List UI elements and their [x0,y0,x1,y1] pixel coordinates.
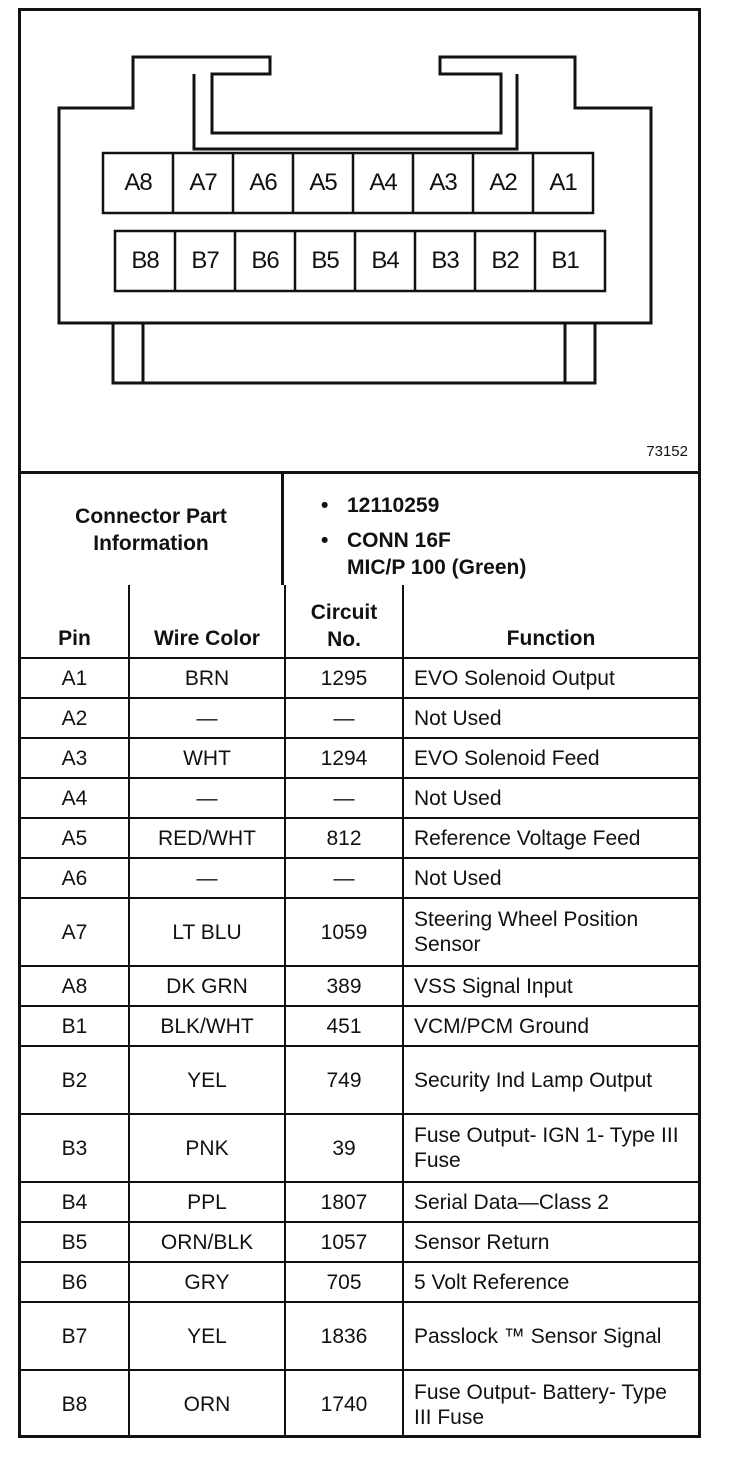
circuit-cell: — [285,698,403,738]
pin-label-a5: A5 [309,169,337,196]
wire-color-cell: — [129,858,285,898]
pin-label-b3: B3 [431,247,459,274]
function-cell: Security Ind Lamp Output [403,1046,698,1114]
pin-cell: A1 [21,658,129,698]
wire-color-cell: BLK/WHT [129,1006,285,1046]
function-cell: EVO Solenoid Output [403,658,698,698]
wire-color-cell: — [129,778,285,818]
circuit-cell: 1059 [285,898,403,966]
circuit-cell: 1294 [285,738,403,778]
connector-sheet [18,8,701,1438]
part-info-label-text: Connector Part Information [75,504,227,555]
table-row [21,1114,698,1182]
pin-label-b1: B1 [551,247,579,274]
pin-label-a8: A8 [124,169,152,196]
function-cell: 5 Volt Reference [403,1262,698,1302]
pin-cell: A8 [21,966,129,1006]
pin-label-b7: B7 [191,247,219,274]
circuit-cell: 389 [285,966,403,1006]
pin-label-a3: A3 [429,169,457,196]
table-row [21,1182,698,1222]
part-info-list [321,492,526,589]
pin-label-a1: A1 [549,169,577,196]
function-cell: Not Used [403,778,698,818]
part-number: 12110259 [347,494,440,517]
pin-cell: A6 [21,858,129,898]
wire-color-cell: YEL [129,1302,285,1370]
pin-cell: A5 [21,818,129,858]
table-row [21,1302,698,1370]
pin-cell: B5 [21,1222,129,1262]
connector-diagram [21,11,698,471]
header-wire-color: Wire Color [129,585,285,658]
function-cell: Reference Voltage Feed [403,818,698,858]
pin-label-b5: B5 [311,247,339,274]
bottom-skirt [113,323,595,383]
connector-part-info [21,471,698,585]
table-row [21,1370,698,1438]
table-row [21,898,698,966]
function-cell: VCM/PCM Ground [403,1006,698,1046]
function-cell: Not Used [403,858,698,898]
pin-label-a2: A2 [489,169,517,196]
table-row [21,1262,698,1302]
function-cell: Passlock ™ Sensor Signal [403,1302,698,1370]
pin-label-b8: B8 [131,247,159,274]
wire-color-cell: PNK [129,1114,285,1182]
wire-color-cell: RED/WHT [129,818,285,858]
function-cell: Sensor Return [403,1222,698,1262]
pin-cell: B6 [21,1262,129,1302]
pin-cell: B2 [21,1046,129,1114]
circuit-cell: 1295 [285,658,403,698]
pin-label-b4: B4 [371,247,399,274]
function-cell: Not Used [403,698,698,738]
pin-label-a4: A4 [369,169,397,196]
latch-inner [194,74,517,149]
table-row [21,966,698,1006]
wire-color-cell: GRY [129,1262,285,1302]
table-row [21,1006,698,1046]
wire-color-cell: — [129,698,285,738]
table-header-row [21,585,698,658]
circuit-cell: 1057 [285,1222,403,1262]
circuit-cell: 749 [285,1046,403,1114]
bullet-icon: • [321,529,329,552]
function-cell: Fuse Output- IGN 1- Type III Fuse [403,1114,698,1182]
pin-label-b2: B2 [491,247,519,274]
part-info-item [321,492,526,519]
pin-label-a6: A6 [249,169,277,196]
function-cell: VSS Signal Input [403,966,698,1006]
circuit-cell: — [285,858,403,898]
pin-cell: B4 [21,1182,129,1222]
function-cell: Serial Data—Class 2 [403,1182,698,1222]
circuit-cell: 705 [285,1262,403,1302]
table-row [21,738,698,778]
wire-color-cell: DK GRN [129,966,285,1006]
header-circuit-no [285,585,403,658]
table-row [21,1046,698,1114]
table-row [21,818,698,858]
figure-id: 73152 [646,443,688,460]
circuit-cell: 812 [285,818,403,858]
pin-cell: B3 [21,1114,129,1182]
pin-label-b6: B6 [251,247,279,274]
wire-color-cell: WHT [129,738,285,778]
circuit-cell: 1740 [285,1370,403,1438]
pin-table [21,585,698,1438]
function-cell: Steering Wheel Position Sensor [403,898,698,966]
circuit-cell: 1836 [285,1302,403,1370]
table-row [21,698,698,738]
function-cell: Fuse Output- Battery- Type III Fuse [403,1370,698,1438]
part-info-item [321,527,526,581]
part-info-label [21,474,284,585]
pin-cell: A3 [21,738,129,778]
header-function: Function [403,585,698,658]
header-pin: Pin [21,585,129,658]
pin-cell: B7 [21,1302,129,1370]
pin-cell: A7 [21,898,129,966]
table-row [21,658,698,698]
circuit-cell: 39 [285,1114,403,1182]
function-cell: EVO Solenoid Feed [403,738,698,778]
bullet-icon: • [321,494,329,517]
pin-cell: B1 [21,1006,129,1046]
table-row [21,858,698,898]
wire-color-cell: BRN [129,658,285,698]
table-row [21,778,698,818]
wire-color-cell: LT BLU [129,898,285,966]
pin-cell: B8 [21,1370,129,1438]
pin-rows [21,658,698,1438]
pin-cell: A4 [21,778,129,818]
wire-color-cell: PPL [129,1182,285,1222]
table-row [21,1222,698,1262]
circuit-cell: — [285,778,403,818]
wire-color-cell: ORN [129,1370,285,1438]
circuit-cell: 1807 [285,1182,403,1222]
wire-color-cell: YEL [129,1046,285,1114]
pin-label-a7: A7 [189,169,217,196]
circuit-cell: 451 [285,1006,403,1046]
wire-color-cell: ORN/BLK [129,1222,285,1262]
header-circuit-text: Circuit No. [310,601,378,651]
pin-cell: A2 [21,698,129,738]
connector-description: CONN 16F MIC/P 100 (Green) [347,529,527,579]
